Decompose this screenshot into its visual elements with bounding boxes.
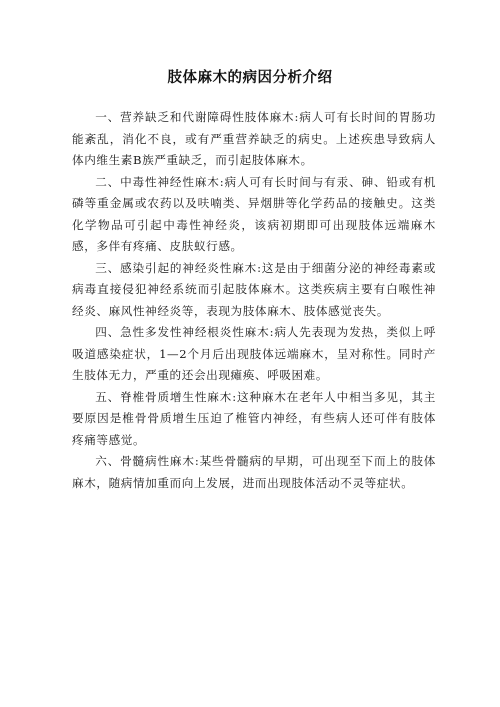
- document-body: [72, 107, 436, 494]
- paragraph-toxic-numbness: 二、中毒性神经性麻木:病人可有长时间与有汞、砷、铅或有机磷等重金属或农药以及呋喃类、异烟肼等化学药品的接触史。这类化学物品可引起中毒性神经炎，该病初期即可出现肢体远端麻木感，多伴有疼痛、皮肤蚁行感。: [72, 174, 436, 253]
- paragraph-infection-numbness: 三、感染引起的神经炎性麻木:这是由于细菌分泌的神经毒素或病毒直接侵犯神经系统而引起肢体麻木。这类疾病主要有白喉性神经炎、麻风性神经炎等，表现为肢体麻木、肢体感觉丧失。: [72, 260, 436, 318]
- paragraph-myelopathy-numbness: 六、骨髓病性麻木:某些骨髓病的早期，可出现至下而上的肢体麻木，随病情加重而向上发展，进而出现肢体活动不灵等症状。: [72, 454, 436, 490]
- paragraph-spinal-hyperplasia-numbness: 五、脊椎骨质增生性麻木:这种麻木在老年人中相当多见，其主要原因是椎骨骨质增生压迫了椎管内神经，有些病人还可伴有肢体疼痛等感觉。: [72, 389, 436, 447]
- paragraph-nutritional-numbness: 一、营养缺乏和代谢障碍性肢体麻木:病人可有长时间的胃肠功能紊乱，消化不良，或有严重营养缺乏的病史。上述疾患导致病人体内维生素B族严重缺乏，而引起肢体麻木。: [72, 110, 436, 167]
- paragraph-polyradiculitis-numbness: 四、急性多发性神经根炎性麻木:病人先表现为发热，类似上呼吸道感染症状，1—2个月后出现肢体远端麻木，呈对称性。同时产生肢体无力，严重的还会出现瘫痪、呼吸困难。: [72, 325, 436, 382]
- page-title: 肢体麻木的病因分析介绍: [167, 70, 333, 86]
